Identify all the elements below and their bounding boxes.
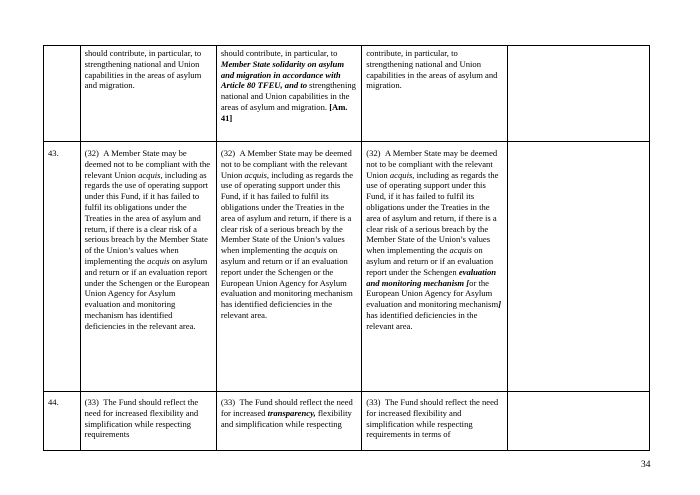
commission-proposal-cell: (32) A Member State may be deemed not to be compliant with the relevant Union acquis, including as regards the use of operating support under this Fund, if it has failed to fulfil its obligations under the Treaties in the area of asylum and return, if there is a clear risk of a serious breach by the Member State of the Union’s values when implementing the acquis on asylum and return or if an evaluation report under the Schengen or the European Union Agency for Asylum evaluation and monitoring mechanism has identified deficiencies in the relevant area. <box>80 142 216 392</box>
council-mandate-cell: (32) A Member State may be deemed not to be compliant with the relevant Union acquis, including as regards the use of operating support under this Fund, if it has failed to fulfil its obligations under the Treaties in the area of asylum and return, if there is a clear risk of a serious breach by the Member State of the Union’s values when implementing the acquis on asylum and return or if an evaluation report under the Schengen evaluation and monitoring mechanism [or the European Union Agency for Asylum evaluation and monitoring mechanism] has identified deficiencies in the relevant area. <box>362 142 507 392</box>
parliament-position-cell: (33) The Fund should reflect the need for increased transparency, flexibility and simplification while respecting <box>216 392 361 451</box>
parliament-position-cell: should contribute, in particular, to Member State solidarity on asylum and migration in accordance with Article 80 TFEU, and to strengthening national and Union capabilities in the areas of asylum and migration. [Am. 41] <box>216 46 361 142</box>
page-number: 34 <box>641 460 651 470</box>
commission-proposal-cell: should contribute, in particular, to strengthening national and Union capabilities in the areas of asylum and migration. <box>80 46 216 142</box>
four-column-table <box>43 45 650 451</box>
compromise-text-cell <box>507 392 649 451</box>
parliament-position-cell: (32) A Member State may be deemed not to be compliant with the relevant Union acquis, including as regards the use of operating support under this Fund, if it has failed to fulfil its obligations under the Treaties in the area of asylum and return, if there is a clear risk of a serious breach by the Member State of the Union’s values when implementing the acquis on asylum and return or if an evaluation report under the Schengen or the European Union Agency for Asylum evaluation and monitoring mechanism has identified deficiencies in the relevant area. <box>216 142 361 392</box>
council-mandate-cell: contribute, in particular, to strengthening national and Union capabilities in the areas of asylum and migration. <box>362 46 507 142</box>
table-row <box>44 142 650 392</box>
commission-proposal-cell: (33) The Fund should reflect the need for increased flexibility and simplification while respecting requirements <box>80 392 216 451</box>
table-row <box>44 392 650 451</box>
table-row <box>44 46 650 142</box>
compromise-text-cell <box>507 46 649 142</box>
row-number <box>44 46 81 142</box>
row-number: 44. <box>44 392 81 451</box>
row-number: 43. <box>44 142 81 392</box>
council-mandate-cell: (33) The Fund should reflect the need for increased flexibility and simplification while respecting requirements in terms of <box>362 392 507 451</box>
compromise-text-cell <box>507 142 649 392</box>
